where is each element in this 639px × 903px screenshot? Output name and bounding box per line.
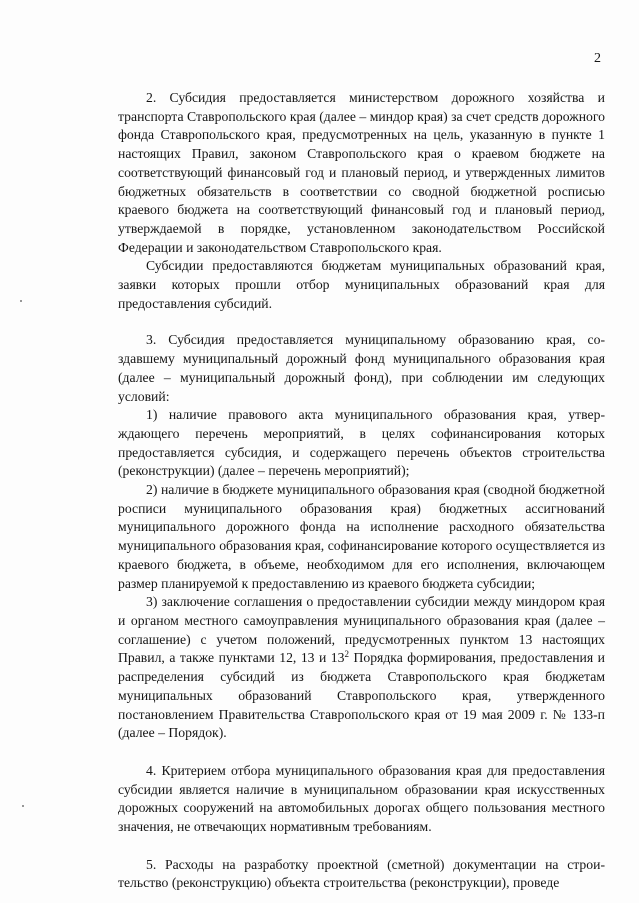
paragraph-5-design-costs: 5. Расходы на разработку проектной (сметной) документации на строительство (реконструкцию) объекта строительства (реконструкции), проведе: [118, 856, 605, 891]
document-body: [118, 89, 605, 893]
paragraph-subsidy-recipients: Субсидии предоставляются бюджетам муниципальных образований края, заявки которых прошли отбор муниципальных образований края для предоставления субсидий.: [118, 258, 605, 311]
condition-1-legal-act: 1) наличие правового акта муниципального образования края, утверждающего перечень мероприятий, в целях софинансирования которых предоставляется субсидия, и содержащего перечень объектов строительства (реконструкции) (далее – перечень мероприятий);: [118, 407, 605, 479]
superscript-2: 2: [344, 649, 349, 660]
condition-2-budget: 2) наличие в бюджете муниципального образования края (сводной бюджетной росписи муниципального образования края) бюджетных ассигнований муниципального дорожного фонда на исполнение расходного обязательства муниципального образования края, софинансирование которого осуществляется из краевого бюджета, в объеме, необходимом для его исполнения, включающем размер планируемой к предоставлению из краевого бюджета субсидии;: [118, 482, 605, 591]
scan-speck: [22, 805, 24, 807]
page-number: 2: [594, 51, 601, 66]
condition-3-text-end: Порядка формирования, предоставления и распределения субсидий из бюджета Ставропольского края бюджетам муниципальных образований Ставропольского края, утвержденного постановлением Правительства Ставропольского края от 19 мая 2009 г. № 133-п (далее – Порядок).: [118, 650, 605, 741]
paragraph-4-selection-criterion: 4. Критерием отбора муниципального образования края для предоставления субсидии является наличие в муниципальном образовании края искусственных дорожных сооружений на автомобильных дорогах общего пользования местного значения, не отвечающих нормативным требованиям.: [118, 762, 605, 835]
scan-speck: [20, 300, 22, 302]
condition-3-text-start: 3) заключение соглашения о предоставлении субсидии между миндором края и органом местного самоуправления муниципального образования края (далее – соглашение) с учетом положений, предусмотренных пунктом 13 настоящих Правил, а также пунктами 12, 13 и 13: [118, 594, 605, 666]
paragraph-2-subsidy-provider: 2. Субсидия предоставляется министерством дорожного хозяйства и транспорта Ставропольского края (далее – миндор края) за счет средств дорожного фонда Ставропольского края, предусмотренных на цель, указанную в пункте 1 настоящих Правил, законом Ставропольского края о краевом бюджете на соответствующий финансовый год и плановый период, и утвержденных лимитов бюджетных обязательств в соответствии со сводной бюджетной росписью краевого бюджета на соответствующий финансовый год и плановый период, утверждаемой в порядке, установленном законодательством Российской Федерации и законодательством Ставропольского края.: [118, 90, 605, 255]
paragraph-3-subsidy-conditions: 3. Субсидия предоставляется муниципальному образованию края, создавшему муниципальный дорожный фонд муниципального образования края (далее – муниципальный дорожный фонд), при соблюдении им следующих условий:: [118, 332, 605, 404]
condition-3-agreement: [118, 593, 605, 743]
